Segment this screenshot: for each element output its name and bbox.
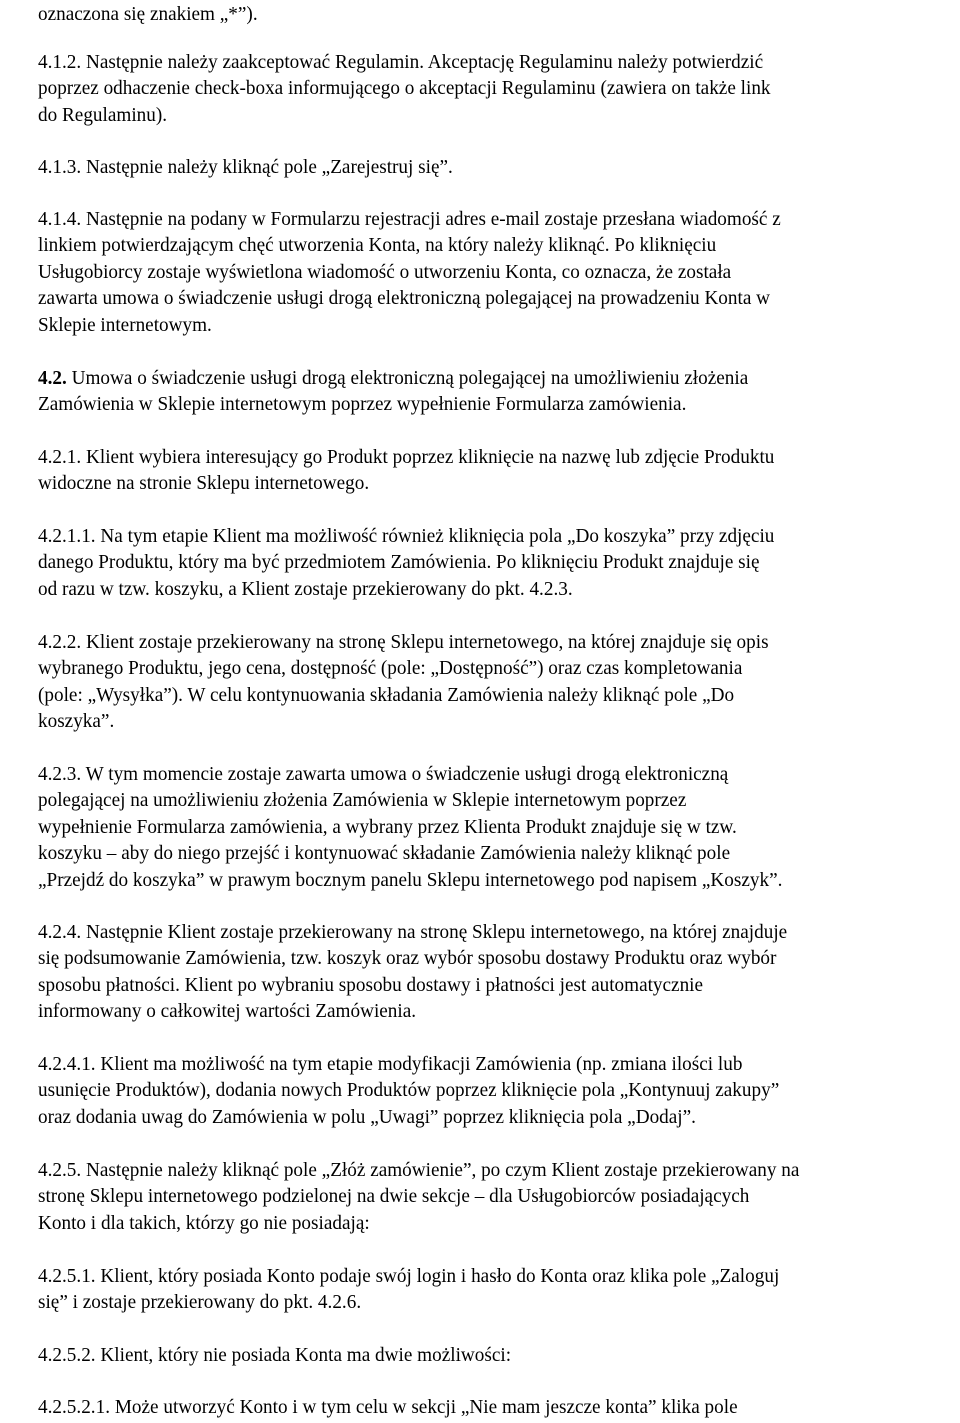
text-line: Klient wybiera interesujący go Produkt poprzez kliknięcie na nazwę lub zdjęcie Produktu — [86, 447, 775, 468]
text-line: informowany o całkowitej wartości Zamówienia. — [38, 1001, 417, 1023]
section-number: 4.1.4. — [38, 209, 82, 230]
paragraph-continuation — [38, 2, 938, 28]
section-number: 4.2.5.2. — [38, 1345, 96, 1366]
text-line: sposobu płatności. Klient po wybraniu sposobu dostawy i płatności jest automatycznie — [38, 974, 704, 996]
text-line: Klient, który nie posiada Konta ma dwie możliwości: — [100, 1345, 512, 1366]
paragraph-4-2-3 — [38, 762, 938, 894]
text-line: Następnie należy kliknąć pole „Zarejestruj się”. — [86, 157, 453, 178]
text-line: wypełnienie Formularza zamówienia, a wybrany przez Klienta Produkt znajduje się w tzw. — [38, 816, 737, 838]
text-line: Następnie należy kliknąć pole „Złóż zamówienie”, po czym Klient zostaje przekierowany na — [86, 1160, 800, 1181]
text-line: Sklepie internetowym. — [38, 314, 212, 336]
text-line: Na tym etapie Klient ma możliwość również kliknięcia pola „Do koszyka” przy zdjęciu — [100, 526, 775, 547]
text-line: Następnie Klient zostaje przekierowany na stronę Sklepu internetowego, na której znajduje — [86, 922, 788, 943]
text-line: „Przejdź do koszyka” w prawym bocznym panelu Sklepu internetowego pod napisem „Koszyk”. — [38, 869, 783, 891]
text-line: usunięcie Produktów), dodania nowych Produktów poprzez kliknięcie pola „Kontynuuj zakupy” — [38, 1080, 780, 1102]
text-line: Usługobiorcy zostaje wyświetlona wiadomość o utworzeniu Konta, co oznacza, że została — [38, 261, 732, 283]
text-line: Może utworzyć Konto i w tym celu w sekcji „Nie mam jeszcze konta” klika pole — [114, 1397, 738, 1418]
section-number: 4.2.3. — [38, 764, 82, 785]
text-line: do Regulaminu). — [38, 104, 168, 126]
text-line: koszyka”. — [38, 711, 115, 733]
text-line: oznaczona się znakiem „*”). — [38, 4, 258, 25]
text-line: Klient, który posiada Konto podaje swój login i hasło do Konta oraz klika pole „Zaloguj — [100, 1266, 780, 1287]
paragraph-4-1-3 — [38, 155, 938, 181]
text-line: danego Produktu, który ma być przedmiotem Zamówienia. Po kliknięciu Produkt znajduje się — [38, 552, 760, 574]
text-line: linkiem potwierdzającym chęć utworzenia Konta, na który należy kliknąć. Po kliknięciu — [38, 235, 717, 257]
text-line: oraz dodania uwag do Zamówienia w polu „Uwagi” poprzez kliknięcia pola „Dodaj”. — [38, 1106, 696, 1128]
text-line: Zamówienia w Sklepie internetowym poprzez wypełnienie Formularza zamówienia. — [38, 394, 687, 416]
paragraph-4-2-1-1 — [38, 524, 938, 603]
paragraph-4-2-4-1 — [38, 1052, 938, 1131]
text-line: Następnie należy zaakceptować Regulamin. Akceptację Regulaminu należy potwierdzić — [86, 52, 764, 73]
paragraph-4-1-2 — [38, 50, 938, 129]
text-line: stronę Sklepu internetowego podzielonej na dwie sekcje – dla Usługobiorców posiadających — [38, 1186, 750, 1208]
section-number: 4.2.5.1. — [38, 1266, 96, 1287]
paragraph-4-2-1 — [38, 445, 938, 498]
paragraph-4-2-4 — [38, 920, 938, 1026]
section-number: 4.2.5. — [38, 1160, 82, 1181]
section-number: 4.2. — [38, 368, 67, 389]
text-line: koszyku – aby do niego przejść i kontynuować składanie Zamówienia należy kliknąć pole — [38, 843, 731, 865]
text-line: polegającej na umożliwieniu złożenia Zamówienia w Sklepie internetowym poprzez — [38, 790, 687, 812]
text-line: się” i zostaje przekierowany do pkt. 4.2.6. — [38, 1292, 362, 1314]
section-number: 4.1.3. — [38, 157, 82, 178]
text-line: wybranego Produktu, jego cena, dostępność (pole: „Dostępność”) oraz czas kompletowania — [38, 658, 743, 680]
text-line: (pole: „Wysyłka”). W celu kontynuowania składania Zamówienia należy kliknąć pole „Do — [38, 684, 735, 706]
text-line: Następnie na podany w Formularzu rejestracji adres e-mail zostaje przesłana wiadomość z — [86, 209, 781, 230]
text-line: Umowa o świadczenie usługi drogą elektroniczną polegającej na umożliwieniu złożenia — [71, 368, 749, 389]
text-line: Klient ma możliwość na tym etapie modyfikacji Zamówienia (np. zmiana ilości lub — [100, 1054, 743, 1075]
text-line: poprzez odhaczenie check-boxa informującego o akceptacji Regulaminu (zawiera on także link — [38, 78, 771, 100]
paragraph-4-2-5-1 — [38, 1264, 938, 1317]
paragraph-4-2-5-2-1 — [38, 1395, 938, 1421]
section-number: 4.2.4. — [38, 922, 82, 943]
section-number: 4.2.1.1. — [38, 526, 96, 547]
paragraph-4-2 — [38, 366, 938, 419]
section-number: 4.1.2. — [38, 52, 82, 73]
paragraph-4-2-5 — [38, 1158, 938, 1237]
text-line: się podsumowanie Zamówienia, tzw. koszyk oraz wybór sposobu dostawy Produktu oraz wybór — [38, 948, 777, 970]
paragraph-4-2-5-2 — [38, 1343, 938, 1369]
section-number: 4.2.2. — [38, 632, 82, 653]
section-number: 4.2.5.2.1. — [38, 1397, 111, 1418]
text-line: zawarta umowa o świadczenie usługi drogą elektroniczną polegającej na prowadzeniu Konta w — [38, 288, 771, 310]
text-line: Konto i dla takich, którzy go nie posiadają: — [38, 1212, 370, 1234]
text-line: W tym momencie zostaje zawarta umowa o świadczenie usługi drogą elektroniczną — [85, 764, 729, 785]
section-number: 4.2.1. — [38, 447, 82, 468]
text-line: od razu w tzw. koszyku, a Klient zostaje przekierowany do pkt. 4.2.3. — [38, 578, 573, 600]
text-line: Klient zostaje przekierowany na stronę Sklepu internetowego, na której znajduje się opis — [86, 632, 769, 653]
paragraph-4-1-4 — [38, 207, 938, 339]
text-line: widoczne na stronie Sklepu internetowego. — [38, 473, 370, 495]
section-number: 4.2.4.1. — [38, 1054, 96, 1075]
paragraph-4-2-2 — [38, 630, 938, 736]
